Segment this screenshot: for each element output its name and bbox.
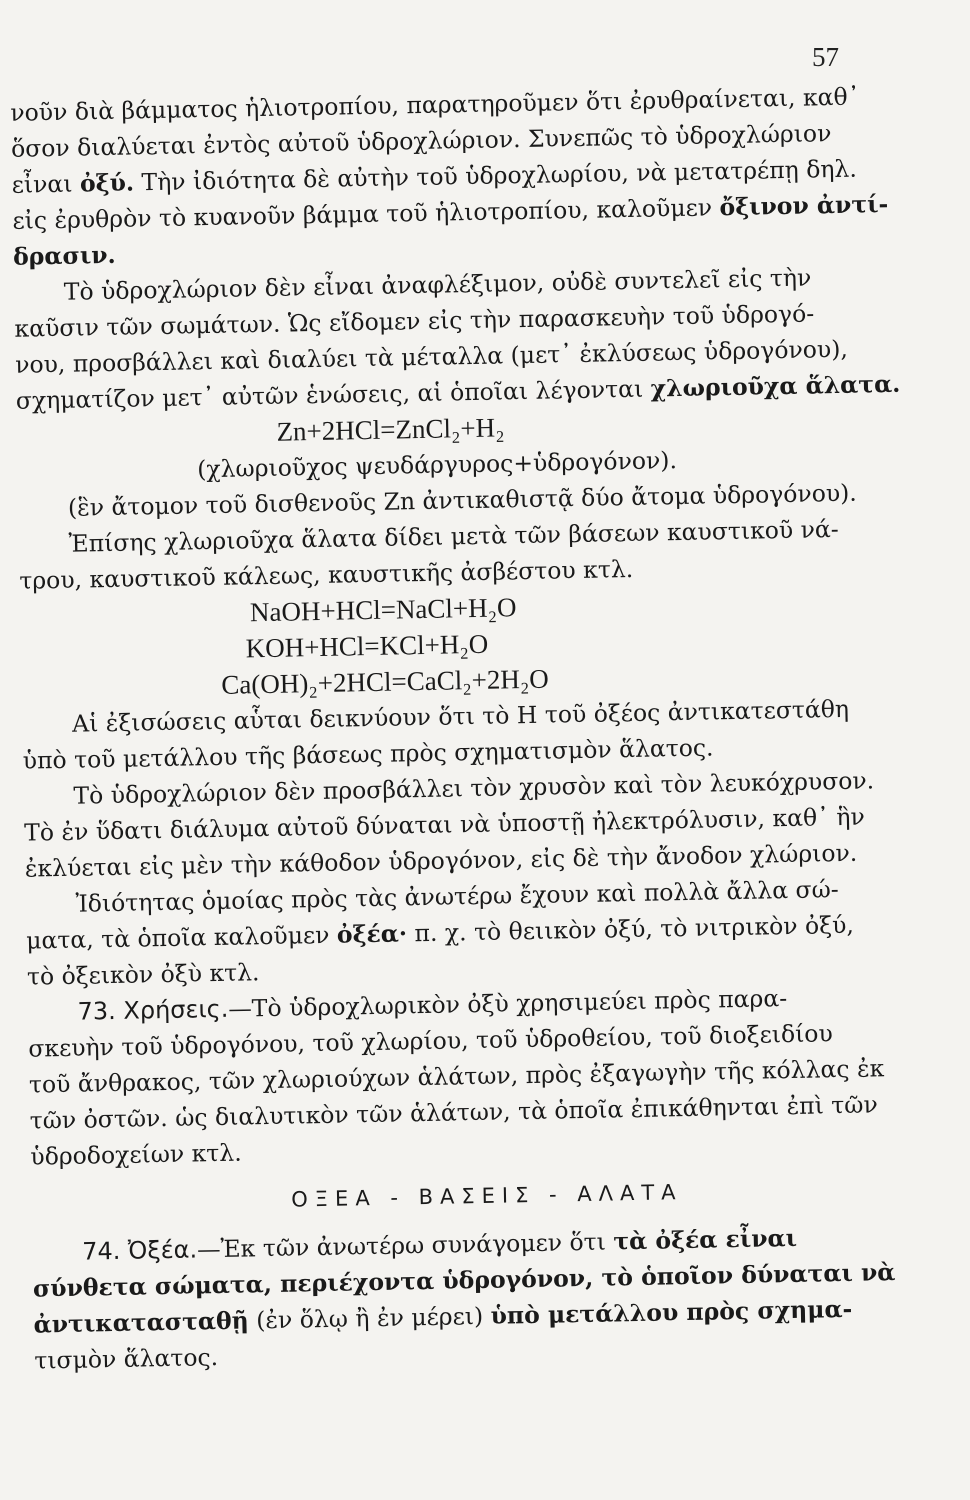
- text-line: εἰς ἐρυθρὸν τὸ κυανοῦν βάμμα τοῦ ἡλιοτροπίου, καλοῦμεν ὄξινον ἀντί-: [12, 189, 889, 235]
- emphasis: ὄξινον ἀντί-: [719, 189, 889, 222]
- equation: KOH+HCl=KCl+H₂O: [245, 628, 489, 664]
- text-line: τὸ ὀξεικὸν ὀξὺ κτλ.: [26, 958, 260, 991]
- section-73-line: 73. Χρήσεις.—Τὸ ὑδροχλωρικὸν ὀξὺ χρησιμεύει πρὸς παρα-: [77, 984, 788, 1026]
- emphasis: ὀξέα·: [336, 919, 408, 949]
- equation: NaOH+HCl=NaCl+H₂O: [249, 592, 517, 628]
- text-line: ὑδροδοχείων κτλ.: [30, 1138, 242, 1171]
- text-line: Αἱ ἐξισώσεις αὗται δεικνύουν ὅτι τὸ H τοῦ ὀξέος ἀντικατεστάθη: [71, 694, 850, 738]
- equation-note: (χλωριοῦχος ψευδάργυρος+ὑδρογόνον).: [196, 446, 678, 484]
- equation: Zn+2HCl=ZnCl₂+H₂: [276, 412, 505, 447]
- text-line: καῦσιν τῶν σωμάτων. Ὡς εἴδομεν εἰς τὴν παρασκευὴν τοῦ ὑδρογό-: [14, 299, 815, 343]
- section-heading: 74. Ὀξέα.: [81, 1235, 198, 1266]
- text-line: Ἐπίσης χλωριοῦχα ἅλατα δίδει μετὰ τῶν βάσεων καυστικοῦ νά-: [68, 514, 839, 558]
- text-line: (ἓν ἄτομον τοῦ δισθενοῦς Zn ἀντικαθιστᾷ δύο ἄτομα ὑδρογόνου).: [67, 478, 858, 522]
- text-line: Τὸ ὑδροχλώριον δὲν προσβάλλει τὸν χρυσὸν καὶ τὸν λευκόχρυσον.: [73, 766, 875, 810]
- emphasis: τὰ ὀξέα εἶναι: [613, 1223, 798, 1256]
- text-line: νοῦν διὰ βάμματος ἡλιοτροπίου, παρατηροῦμεν ὅτι ἐρυθραίνεται, καθ᾿: [10, 82, 860, 127]
- section-heading: 73. Χρήσεις.: [77, 994, 229, 1026]
- text-line: σκευὴν τοῦ ὑδρογόνου, τοῦ χλωρίου, τοῦ ὑδροθείου, τοῦ διοξειδίου: [28, 1019, 833, 1063]
- text-line: ὅσον διαλύεται ἐντὸς αὐτοῦ ὑδροχλώριον. Συνεπῶς τὸ ὑδροχλώριον: [10, 119, 832, 163]
- text-line: τρου, καυστικοῦ κάλεως, καυστικῆς ἀσβέστου κτλ.: [19, 554, 634, 595]
- text-line: νου, προσβάλλει καὶ διαλύει τὰ μέταλλα (μετ᾿ ἐκλύσεως ὑδρογόνου),: [14, 334, 849, 379]
- text-line: δρασιν.: [12, 240, 116, 271]
- text-line: τῶν ὀστῶν. ὡς διαλυτικὸν τῶν ἁλάτων, τὰ ὁποῖα ἐπικάθηνται ἐπὶ τῶν: [29, 1090, 878, 1135]
- text-line: εἶναι ὀξύ. Τὴν ἰδιότητα δὲ αὐτὴν τοῦ ὑδροχλωρίου, νὰ μετατρέπῃ δηλ.: [11, 154, 858, 199]
- section-74-line: 74. Ὀξέα.—Ἐκ τῶν ἀνωτέρω συνάγομεν ὅτι τὰ ὀξέα εἶναι: [81, 1223, 798, 1266]
- text-line: σύνθετα σώματα, περιέχοντα ὑδρογόνον, τὸ ὁποῖον δύναται νὰ: [32, 1258, 896, 1303]
- chapter-heading: ΟΞΕΑ - ΒΑΣΕΙΣ - ΑΛΑΤΑ: [291, 1180, 683, 1212]
- equation: Ca(OH)₂+2HCl=CaCl₂+2H₂O: [221, 663, 549, 700]
- text-line: ὑπὸ τοῦ μετάλλου τῆς βάσεως πρὸς σχηματισμὸν ἅλατος.: [22, 733, 714, 775]
- emphasis: ὀξύ.: [79, 168, 135, 198]
- text-line: Ἰδιότητας ὁμοίας πρὸς τὰς ἀνωτέρω ἔχουν καὶ πολλὰ ἄλλα σώ-: [75, 875, 839, 918]
- text-line: ἀντικατασταθῇ (ἐν ὅλῳ ἢ ἐν μέρει) ὑπὸ μετάλλου πρὸς σχημα-: [33, 1294, 853, 1339]
- text-line: τοῦ ἄνθρακος, τῶν χλωριούχων ἁλάτων, πρὸς ἐξαγωγὴν τῆς κόλλας ἐκ: [28, 1054, 885, 1099]
- text-line: ἐκλύεται εἰς μὲν τὴν κάθοδον ὑδρογόνον, εἰς δὲ τὴν ἄνοδον χλώριον.: [24, 838, 858, 883]
- text-line: σχηματίζον μετ᾿ αὐτῶν ἑνώσεις, αἱ ὁποῖαι λέγονται χλωριοῦχα ἅλατα.: [15, 369, 901, 415]
- emphasis: χλωριοῦχα ἅλατα.: [650, 369, 901, 403]
- text-line: ματα, τὰ ὁποῖα καλοῦμεν ὀξέα· π. χ. τὸ θειικὸν ὀξύ, τὸ νιτρικὸν ὀξύ,: [25, 910, 855, 955]
- page-number: 57: [812, 42, 839, 72]
- text-line: τισμὸν ἅλατος.: [34, 1343, 219, 1375]
- text-line: Τὸ ὑδροχλώριον δὲν εἶναι ἀναφλέξιμον, οὐδὲ συντελεῖ εἰς τὴν: [63, 263, 812, 306]
- page-body: [0, 78, 924, 1379]
- text-line: Τὸ ἐν ὕδατι διάλυμα αὐτοῦ δύναται νὰ ὑποστῇ ἠλεκτρόλυσιν, καθ᾿ ἣν: [23, 802, 866, 847]
